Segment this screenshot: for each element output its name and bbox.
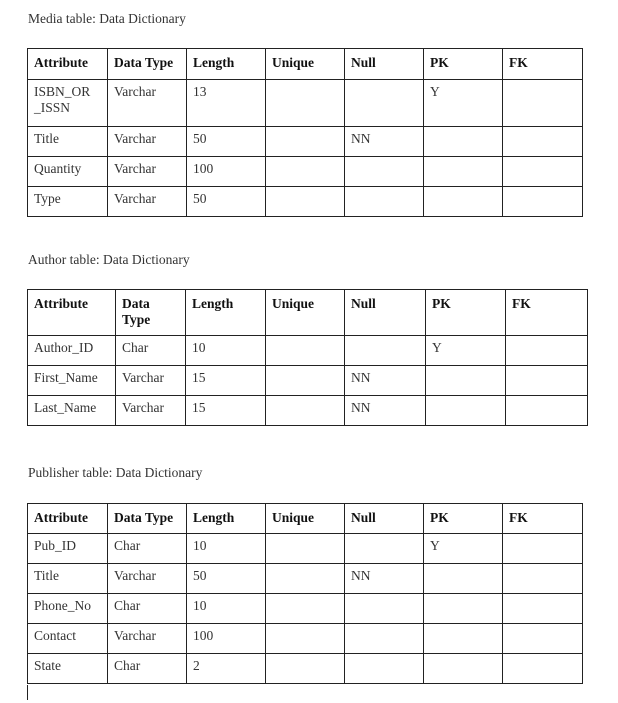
table-row [28, 336, 588, 366]
table-row [28, 127, 583, 157]
cell-length: 2 [187, 654, 266, 684]
table-row [28, 534, 583, 564]
cell-null [345, 336, 426, 366]
cell-length: 10 [187, 534, 266, 564]
author-table-caption: Author table: Data Dictionary [28, 252, 190, 267]
cell-attribute: ISBN_OR _ISSN [28, 80, 108, 127]
cell-length: 50 [187, 127, 266, 157]
cell-attribute: Contact [28, 624, 108, 654]
cell-fk [503, 564, 583, 594]
cell-pk [424, 564, 503, 594]
cell-length: 13 [187, 80, 266, 127]
cell-fk [506, 396, 588, 426]
author-data-dictionary-table [27, 289, 588, 426]
cell-null [345, 534, 424, 564]
cell-null: NN [345, 127, 424, 157]
table-row [28, 594, 583, 624]
cell-null [345, 187, 424, 217]
cell-data-type: Char [108, 654, 187, 684]
cell-length: 10 [186, 336, 266, 366]
table-header-row [28, 290, 588, 336]
cell-unique [266, 654, 345, 684]
cell-fk [503, 534, 583, 564]
cell-unique [266, 396, 345, 426]
table-header-row [28, 504, 583, 534]
cell-null: NN [345, 396, 426, 426]
table-row [28, 366, 588, 396]
cell-length: 50 [187, 564, 266, 594]
publisher-table-caption: Publisher table: Data Dictionary [28, 465, 203, 480]
cell-unique [266, 594, 345, 624]
cell-data-type: Varchar [108, 187, 187, 217]
text-cursor [27, 685, 28, 700]
cell-data-type: Varchar [108, 127, 187, 157]
cell-null [345, 654, 424, 684]
cell-fk [503, 594, 583, 624]
cell-attribute: First_Name [28, 366, 116, 396]
cell-fk [506, 336, 588, 366]
cell-pk [424, 187, 503, 217]
header-length: Length [186, 290, 266, 336]
cell-data-type: Char [108, 594, 187, 624]
header-unique: Unique [266, 49, 345, 80]
header-length: Length [187, 49, 266, 80]
header-fk: FK [503, 504, 583, 534]
cell-unique [266, 157, 345, 187]
cell-fk [503, 624, 583, 654]
cell-length: 100 [187, 157, 266, 187]
cell-data-type: Varchar [116, 396, 186, 426]
cell-fk [503, 157, 583, 187]
cell-pk [424, 594, 503, 624]
cell-attribute: Last_Name [28, 396, 116, 426]
cell-unique [266, 624, 345, 654]
media-data-dictionary-table [27, 48, 583, 217]
cell-data-type: Char [108, 534, 187, 564]
cell-null: NN [345, 564, 424, 594]
cell-attribute: Author_ID [28, 336, 116, 366]
cell-length: 100 [187, 624, 266, 654]
cell-pk [424, 157, 503, 187]
table-row [28, 654, 583, 684]
cell-null: NN [345, 366, 426, 396]
header-pk: PK [424, 49, 503, 80]
header-unique: Unique [266, 504, 345, 534]
header-pk: PK [424, 504, 503, 534]
table-header-row [28, 49, 583, 80]
cell-attribute: Title [28, 127, 108, 157]
cell-attribute: Title [28, 564, 108, 594]
cell-length: 15 [186, 396, 266, 426]
table-row [28, 624, 583, 654]
header-attribute: Attribute [28, 290, 116, 336]
cell-pk: Y [424, 534, 503, 564]
header-data-type: Data Type [108, 504, 187, 534]
cell-length: 10 [187, 594, 266, 624]
cell-null [345, 157, 424, 187]
cell-null [345, 594, 424, 624]
cell-fk [503, 127, 583, 157]
table-row [28, 187, 583, 217]
header-null: Null [345, 49, 424, 80]
cell-pk [424, 624, 503, 654]
header-data-type: Data Type [116, 290, 186, 336]
header-unique: Unique [266, 290, 345, 336]
header-data-type: Data Type [108, 49, 187, 80]
header-null: Null [345, 504, 424, 534]
cell-attribute: Type [28, 187, 108, 217]
cell-null [345, 624, 424, 654]
header-fk: FK [506, 290, 588, 336]
cell-length: 15 [186, 366, 266, 396]
cell-data-type: Char [116, 336, 186, 366]
cell-unique [266, 127, 345, 157]
cell-length: 50 [187, 187, 266, 217]
header-attribute: Attribute [28, 49, 108, 80]
cell-pk [424, 654, 503, 684]
header-null: Null [345, 290, 426, 336]
cell-attribute: State [28, 654, 108, 684]
table-row [28, 80, 583, 127]
cell-attribute: Quantity [28, 157, 108, 187]
header-pk: PK [426, 290, 506, 336]
cell-attribute: Pub_ID [28, 534, 108, 564]
cell-fk [503, 187, 583, 217]
cell-unique [266, 534, 345, 564]
cell-pk [426, 366, 506, 396]
publisher-data-dictionary-table [27, 503, 583, 684]
header-length: Length [187, 504, 266, 534]
table-row [28, 396, 588, 426]
cell-pk [424, 127, 503, 157]
cell-unique [266, 366, 345, 396]
cell-data-type: Varchar [108, 157, 187, 187]
cell-pk [426, 396, 506, 426]
cell-fk [506, 366, 588, 396]
cell-pk: Y [424, 80, 503, 127]
header-attribute: Attribute [28, 504, 108, 534]
cell-pk: Y [426, 336, 506, 366]
cell-fk [503, 654, 583, 684]
cell-data-type: Varchar [108, 564, 187, 594]
cell-data-type: Varchar [108, 80, 187, 127]
cell-null [345, 80, 424, 127]
cell-attribute: Phone_No [28, 594, 108, 624]
media-table-caption: Media table: Data Dictionary [28, 11, 186, 26]
cell-data-type: Varchar [116, 366, 186, 396]
cell-fk [503, 80, 583, 127]
cell-unique [266, 187, 345, 217]
table-row [28, 157, 583, 187]
cell-data-type: Varchar [108, 624, 187, 654]
cell-unique [266, 564, 345, 594]
header-fk: FK [503, 49, 583, 80]
cell-unique [266, 80, 345, 127]
cell-unique [266, 336, 345, 366]
table-row [28, 564, 583, 594]
